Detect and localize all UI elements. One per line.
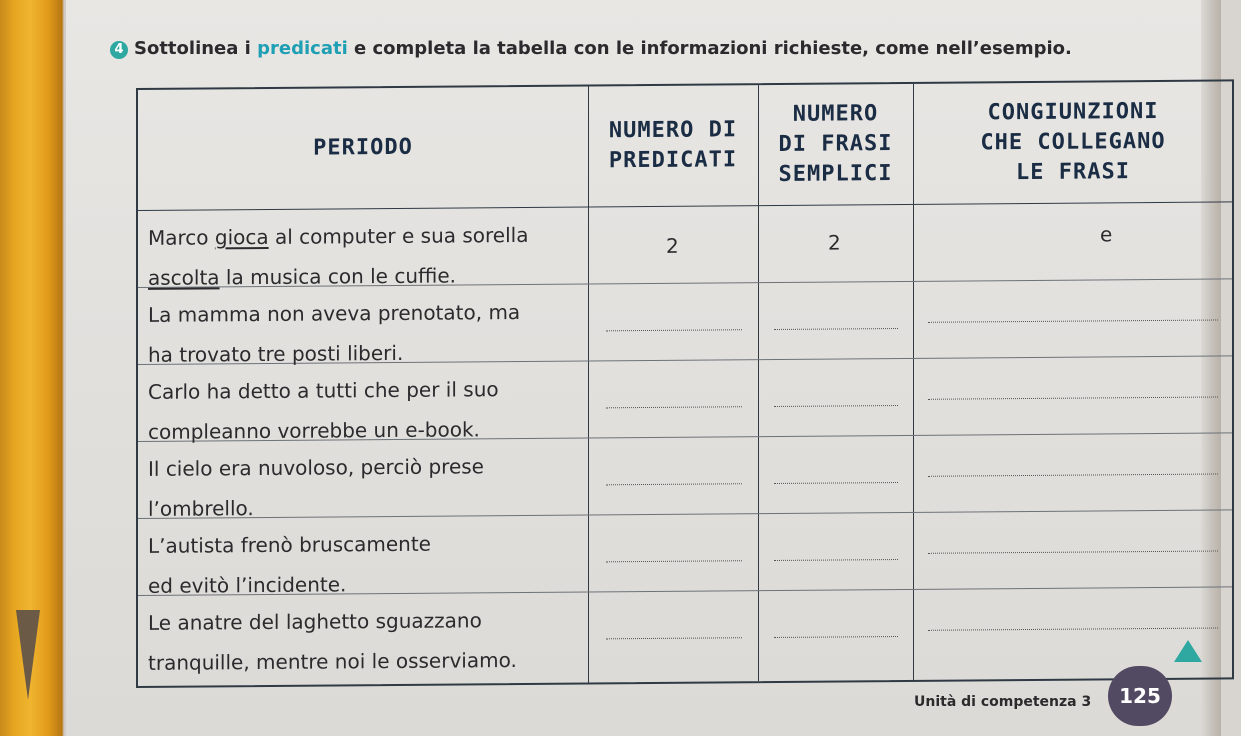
table-row-period: Carlo ha detto a tutti che per il suo compleanno vorrebbe un e-book. bbox=[148, 377, 499, 444]
instruction-text-start: Sottolinea i bbox=[134, 38, 258, 59]
book-page bbox=[66, 0, 1221, 736]
answer-blank-frasi[interactable] bbox=[774, 328, 898, 330]
header-periodo: PERIODO bbox=[313, 134, 413, 161]
page-number-badge: 125 bbox=[1108, 666, 1172, 726]
answer-blank-predicati[interactable] bbox=[606, 406, 742, 408]
instruction-text-end: e completa la tabella con le informazioni richieste, come nell’esempio. bbox=[347, 38, 1072, 59]
answer-blank-congiunzioni[interactable] bbox=[928, 474, 1218, 477]
answer-blank-predicati[interactable] bbox=[606, 483, 742, 485]
table-row-period: Marco gioca al computer e sua sorella ascolta la musica con le cuffie. bbox=[148, 222, 529, 290]
table-row-period: L’autista frenò bruscamente ed evitò l’incidente. bbox=[148, 531, 431, 598]
answer-blank-frasi[interactable] bbox=[774, 559, 898, 561]
arrow-up-icon bbox=[1174, 640, 1202, 662]
answer-predicati: 2 bbox=[666, 233, 679, 258]
answer-blank-congiunzioni[interactable] bbox=[928, 628, 1218, 631]
header-numero-frasi: NUMERO DI FRASI SEMPLICI bbox=[778, 101, 893, 187]
pencil bbox=[0, 0, 72, 736]
header-congiunzioni: CONGIUNZIONI CHE COLLEGANO LE FRASI bbox=[980, 98, 1166, 186]
exercise-table bbox=[136, 79, 1234, 688]
answer-blank-predicati[interactable] bbox=[606, 329, 742, 331]
table-row-period: Le anatre del laghetto sguazzano tranquille, mentre noi le osserviamo. bbox=[148, 608, 517, 675]
answer-frasi: 2 bbox=[828, 230, 841, 255]
pencil-tip bbox=[16, 610, 40, 700]
answer-blank-frasi[interactable] bbox=[774, 482, 898, 484]
exercise-number: 4 bbox=[110, 41, 128, 59]
table-row-period: La mamma non aveva prenotato, ma ha trovato tre posti liberi. bbox=[148, 299, 521, 367]
table-row-period: Il cielo era nuvoloso, perciò prese l’ombrello. bbox=[148, 454, 484, 521]
answer-blank-frasi[interactable] bbox=[774, 636, 898, 638]
answer-blank-congiunzioni[interactable] bbox=[928, 397, 1218, 400]
answer-blank-predicati[interactable] bbox=[606, 560, 742, 562]
exercise-instruction bbox=[110, 38, 1072, 59]
answer-congiunzioni: e bbox=[1100, 222, 1113, 247]
answer-blank-congiunzioni[interactable] bbox=[928, 320, 1218, 323]
unit-label: Unità di competenza 3 bbox=[914, 694, 1092, 710]
answer-blank-frasi[interactable] bbox=[774, 405, 898, 407]
answer-blank-congiunzioni[interactable] bbox=[928, 551, 1218, 554]
header-numero-predicati: NUMERO DI PREDICATI bbox=[608, 117, 738, 174]
instruction-highlight: predicati bbox=[257, 38, 348, 59]
answer-blank-predicati[interactable] bbox=[606, 637, 742, 639]
